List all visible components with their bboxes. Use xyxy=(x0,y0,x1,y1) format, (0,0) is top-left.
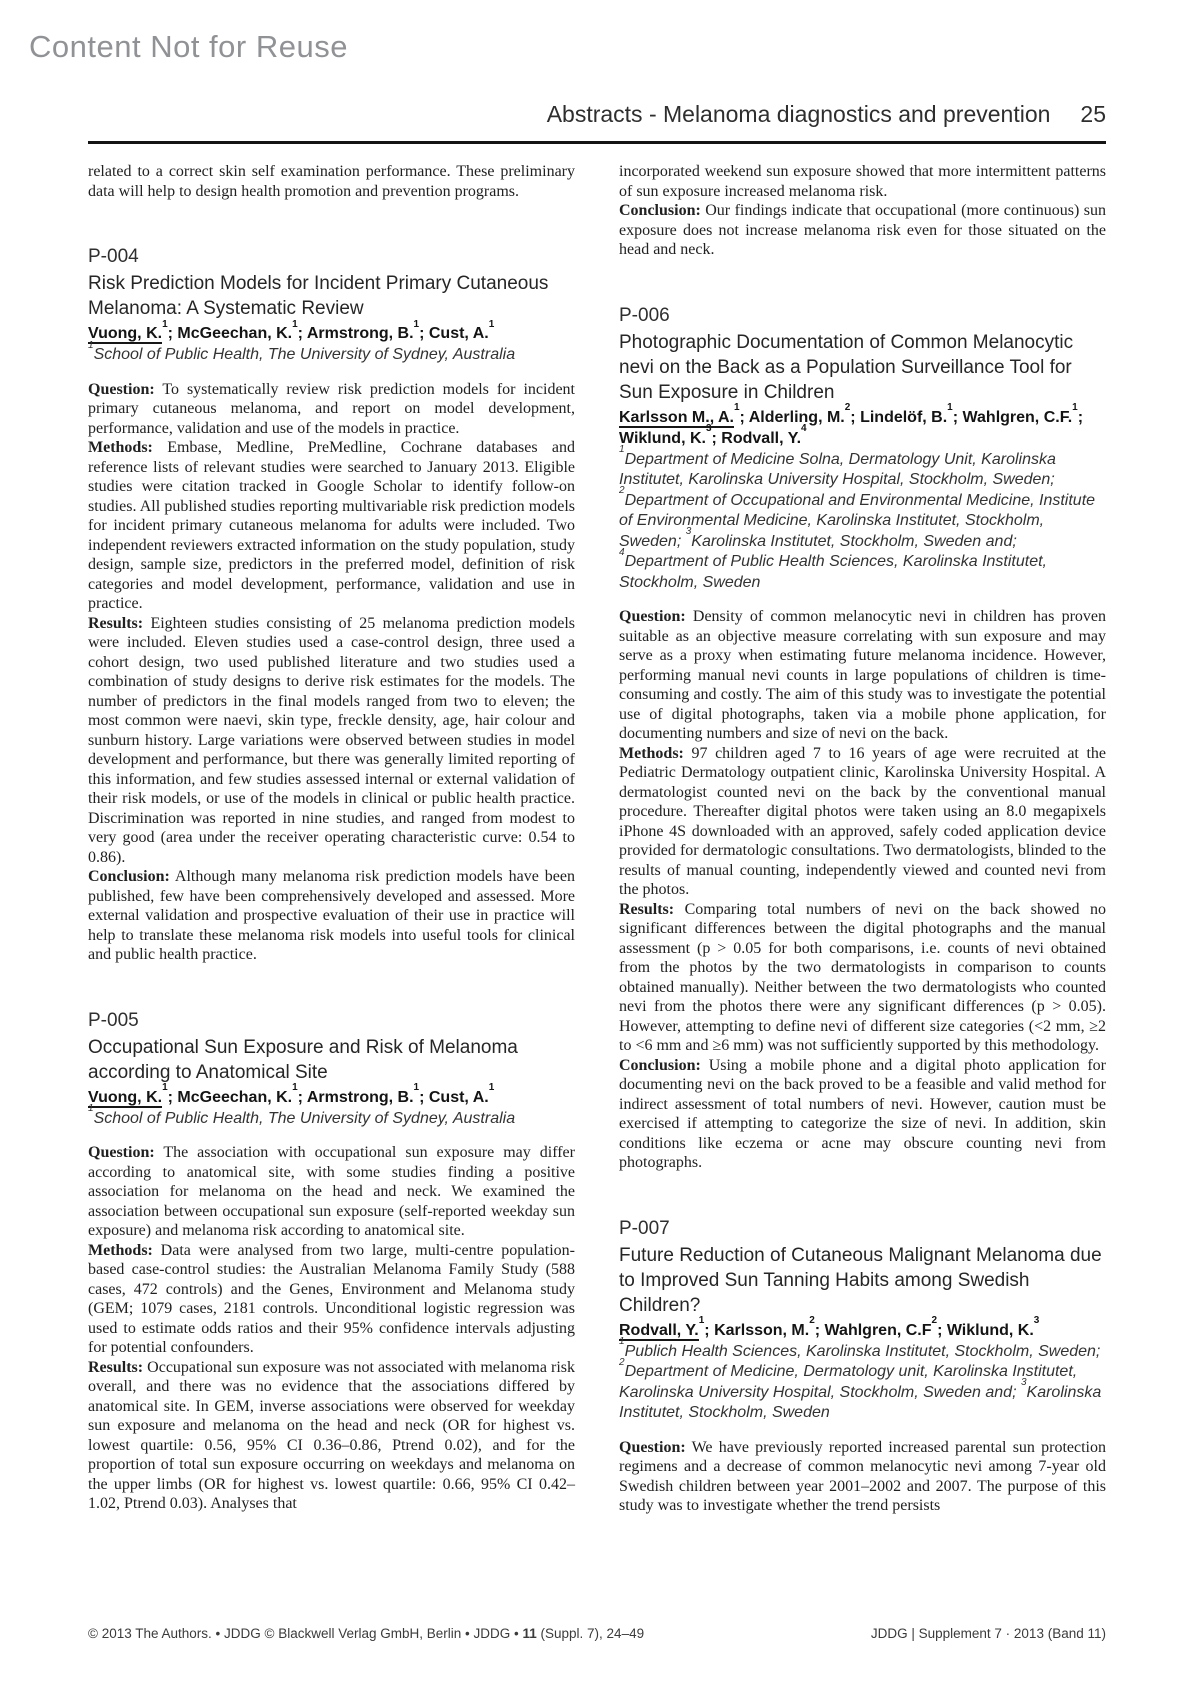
paragraph-label: Results: xyxy=(88,1358,144,1376)
superscript: 1 xyxy=(292,1082,298,1094)
abstract-title: Future Reduction of Cutaneous Malignant Melanoma due to Improved Sun Tanning Habits among Swedish Children? xyxy=(619,1244,1102,1316)
abstract-affiliation xyxy=(88,1103,575,1130)
paragraph: related to a correct skin self examination performance. These preliminary data will help to design health promotion and prevention programs. xyxy=(88,163,575,200)
superscript: 1 xyxy=(88,339,94,351)
abstract-affiliation xyxy=(619,444,1106,594)
superscript: 1 xyxy=(698,1315,705,1327)
text-run: Publich Health Sciences, Karolinska Institutet, Stockholm, Sweden; xyxy=(624,1342,1101,1360)
header-rule xyxy=(88,141,1106,144)
labeled-paragraph: Conclusion: Our findings indicate that occupational (more continuous) sun exposure does not increase melanoma risk even for those situated on the head and neck. xyxy=(619,202,1106,258)
text-run: School of Public Health, The University of Sydney, Australia xyxy=(93,1109,516,1127)
text-run: ; Wiklund, K. xyxy=(937,1321,1034,1339)
paragraph-label: Conclusion: xyxy=(619,202,701,219)
text-run: ; Karlsson, M. xyxy=(704,1321,810,1339)
labeled-paragraph: Question: To systematically review risk prediction models for incident primary cutaneous melanoma, and report on model development, performance, validation and use of the models in practice. xyxy=(88,380,576,437)
paragraph-label: Methods: xyxy=(88,439,153,456)
superscript: 1 xyxy=(88,1103,94,1115)
paragraph-label: Results: xyxy=(88,614,144,632)
text-run: ; Wahlgren, C.F xyxy=(814,1321,932,1339)
text-run: ; Armstrong, B. xyxy=(297,1088,414,1106)
text-run: Vuong, K. xyxy=(88,325,163,342)
superscript: 2 xyxy=(619,485,625,497)
superscript: 1 xyxy=(488,318,495,330)
superscript: 2 xyxy=(619,1356,625,1368)
text-run: Karlsson M., A. xyxy=(619,408,734,426)
abstract-id: P-005 xyxy=(88,1009,139,1031)
text-columns xyxy=(88,162,1106,1614)
paragraph-label: Methods: xyxy=(619,744,684,762)
text-run: ; Cust, A. xyxy=(419,325,489,342)
text-run: Department of Public Health Sciences, Karolinska Institutet, Stockholm, Sweden xyxy=(619,553,1047,591)
superscript: 4 xyxy=(801,423,807,435)
labeled-paragraph: Methods: Data were analysed from two large, multi-centre population-based case-control studies: the Australian Melanoma Family Study (588 cases, 472 controls) and the Genes, Environment and Melanoma study (GEM; 1079 cases, 2181 controls. Unconditional logistic regression was used to estimate odds ratios and their 95% confidence intervals adjusting for potential confounders. xyxy=(88,1241,575,1356)
running-head-title: Abstracts - Melanoma diagnostics and prevention xyxy=(546,101,1051,127)
text-run: Vuong, K. xyxy=(88,1088,163,1106)
superscript: 1 xyxy=(488,1082,495,1094)
text-run: ; Wiklund, K. xyxy=(619,408,1084,447)
superscript: 1 xyxy=(413,318,420,330)
text-run: 11 xyxy=(522,1626,537,1641)
column-continuation-text xyxy=(619,162,1106,260)
text-run: Department of Medicine Solna, Dermatology Unit, Karolinska Institutet, Karolinska University Hospital, Stockholm, Sweden; xyxy=(619,450,1056,488)
text-run: ; Wahlgren, C.F. xyxy=(952,408,1073,426)
labeled-paragraph: Question: The association with occupational sun exposure may differ according to anatomical site, with some studies finding a positive association for melanoma on the head and neck. We examined the association between occupational sun exposure (self-reported weekday sun exposure) and melanoma risk according to anatomical site. xyxy=(88,1144,575,1239)
labeled-paragraph: Results: Eighteen studies consisting of 25 melanoma prediction models were included. Eleven studies used a case-control design, three used a cohort design, two used published literature and two studies used a combination of study designs to derive risk estimates for the models. The number of predictors in the final models ranged from two to eleven; the most common were naevi, skin type, freckle density, age, hair colour and sunburn history. Large variations were observed between studies in model development and performance, but there was generally limited reporting of this information, and few studies assessed internal or external validation of their risk models, or use of the models in clinical or public health practice. Discrimination was reported in nine studies, and ranged from modest to very good (area under the receiver operating characteristic curve: 0.54 to 0.86). xyxy=(88,614,575,866)
superscript: 1 xyxy=(1072,402,1078,414)
superscript: 3 xyxy=(1033,1315,1040,1327)
abstract-title: Photographic Documentation of Common Melanocytic nevi on the Back as a Population Surveillance Tool for Sun Exposure in Children xyxy=(619,331,1074,403)
page-number: 25 xyxy=(1080,101,1106,127)
abstract-authors xyxy=(88,318,575,344)
abstract-P-007 xyxy=(619,1217,1106,1516)
text-run: ; McGeechan, K. xyxy=(167,325,293,342)
superscript: 1 xyxy=(733,402,740,414)
text-run: ; Alderling, M. xyxy=(739,408,845,426)
labeled-paragraph: Results: Comparing total numbers of nevi on the back showed no significant differences between the digital photographs and the manual assessment (p > 0.05 for both comparisons, i.e. counts of nevi obtained from the photos by the two dermatologists in comparison to counts obtained manually). Neither between the two dermatologists who counted nevi from the photos there were any significant differences (p > 0.05). However, attempting to define nevi of different size categories (<2 mm, ≥2 to <6 mm and ≥6 mm) was not sufficiently supported by this methodology. xyxy=(619,900,1106,1054)
text-run: Department of Occupational and Environmental Medicine, Institute of Environmental Medicine, Karolinska Institutet, Stockholm, Sweden; xyxy=(619,491,1096,550)
superscript: 2 xyxy=(844,402,851,414)
abstract-P-006 xyxy=(619,304,1106,1173)
paragraph-label: Methods: xyxy=(88,1241,153,1259)
abstract-id: P-006 xyxy=(619,304,670,326)
text-run: ; Armstrong, B. xyxy=(297,325,414,342)
footer-journal-ref: JDDG | Supplement 7 · 2013 (Band 11) xyxy=(870,1626,1106,1641)
right-column xyxy=(619,162,1106,1614)
text-run: School of Public Health, The University of Sydney, Australia xyxy=(93,346,516,363)
labeled-paragraph: Methods: 97 children aged 7 to 16 years of age were recruited at the Pediatric Dermatology outpatient clinic, Karolinska University Hospital. A dermatologist counted nevi on the back by the conventional manual procedure. Thereafter digital photos were taken using an 8.0 megapixels iPhone 4S downloaded with an approved, safely coded application device provided for dermatologic consultations. Two dermatologists, blinded to the results of manual counting, independently viewed and counted nevi from the photos. xyxy=(619,744,1106,898)
superscript: 2 xyxy=(931,1315,938,1327)
text-run: Karolinska Institutet, Stockholm, Sweden xyxy=(619,1383,1102,1421)
watermark-text: Content Not for Reuse xyxy=(29,29,348,64)
abstract-authors xyxy=(88,1082,575,1108)
text-run: Department of Medicine, Dermatology unit, Karolinska Institutet, Karolinska University Hospital, Stockholm, Sweden and; xyxy=(619,1363,1078,1401)
superscript: 3 xyxy=(1020,1377,1027,1389)
paragraph-label: Results: xyxy=(619,900,675,918)
paragraph-label: Question: xyxy=(88,1144,155,1161)
column-continuation-text xyxy=(88,162,575,201)
text-run: (Suppl. 7), 24–49 xyxy=(536,1626,645,1641)
labeled-paragraph: Question: Density of common melanocytic nevi in children has proven suitable as an objective measure correlating with sun exposure and may serve as a proxy when estimating future melanoma incidence. However, performing manual nevi counts in large populations of children is time-consuming and costly. The aim of this study was to investigate the potential use of digital photographs, taken via a mobile phone application, for documenting numbers and size of nevi on the back. xyxy=(619,608,1106,742)
superscript: 1 xyxy=(162,318,168,330)
paragraph-label: Question: xyxy=(619,608,686,625)
page-footer xyxy=(88,1626,1106,1641)
abstract-affiliation xyxy=(619,1336,1106,1424)
superscript: 3 xyxy=(705,423,712,435)
labeled-paragraph: Methods: Embase, Medline, PreMedline, Cochrane databases and reference lists of relevant studies were searched to January 2013. Eligible studies were citation tracked in Google Scholar to identify follow-on studies. All published studies reporting multivariable risk prediction models for incident primary cutaneous melanoma for adults were included. Two independent reviewers extracted information on the study population, study design, sample size, predictors in the preferred model, definition of risk categories and model development, performance, validation and use in practice. xyxy=(88,439,575,612)
running-head xyxy=(88,101,1106,128)
paragraph-label: Conclusion: xyxy=(619,1056,701,1074)
text-run: ; McGeechan, K. xyxy=(167,1088,293,1106)
left-column xyxy=(88,162,575,1614)
labeled-paragraph: Conclusion: Using a mobile phone and a digital photo application for documenting nevi on the back proved to be a feasible and valid method for indirect assessment of total numbers of nevi. However, caution must be exercised if attempting to categorize the size of nevi. In addition, skin conditions like eczema or acne may obscure counting nevi from photographs. xyxy=(619,1056,1106,1171)
text-run: © 2013 The Authors. • JDDG © Blackwell Verlag GmbH, Berlin • JDDG • xyxy=(88,1626,523,1641)
labeled-paragraph: Question: We have previously reported increased parental sun protection regimens and a decrease of common melanocytic nevi among 7-year old Swedish children between year 2001–2002 and 2007. The purpose of this study was to investigate whether the trend persists xyxy=(619,1438,1106,1514)
superscript: 1 xyxy=(292,318,298,330)
abstract-authors xyxy=(619,402,1106,449)
superscript: 1 xyxy=(162,1082,168,1094)
footer-imprint xyxy=(88,1626,644,1641)
abstract-id: P-004 xyxy=(88,246,139,267)
paragraph-label: Question: xyxy=(88,380,155,398)
abstract-affiliation xyxy=(88,339,575,366)
abstract-id: P-007 xyxy=(619,1217,670,1239)
paragraph-label: Question: xyxy=(619,1438,686,1456)
superscript: 2 xyxy=(809,1315,815,1327)
abstract-title: Risk Prediction Models for Incident Primary Cutaneous Melanoma: A Systematic Review xyxy=(88,273,549,319)
superscript: 1 xyxy=(413,1082,420,1094)
text-run: ; Cust, A. xyxy=(419,1088,489,1106)
superscript: 1 xyxy=(619,444,625,456)
superscript: 1 xyxy=(947,402,953,414)
paragraph-label: Conclusion: xyxy=(88,868,170,885)
text-run: ; Lindelöf, B. xyxy=(850,408,948,426)
paragraph: incorporated weekend sun exposure showed that more intermittent patterns of sun exposure increased melanoma risk. xyxy=(619,163,1106,200)
abstract-P-005 xyxy=(88,1009,575,1514)
abstract-P-004 xyxy=(88,245,575,965)
superscript: 3 xyxy=(685,526,692,538)
superscript: 1 xyxy=(619,1336,625,1348)
abstract-authors xyxy=(619,1315,1106,1341)
labeled-paragraph: Results: Occupational sun exposure was not associated with melanoma risk overall, and there was no evidence that the associations differed by anatomical site. In GEM, inverse associations were observed for weekday sun exposure and melanoma on the head and neck (OR for highest vs. lowest quartile: 0.56, 95% CI 0.36–0.86, Ptrend 0.02), and for the proportion of total sun exposure occurring on weekdays and melanoma on the upper limbs (OR for highest vs. lowest quartile: 0.66, 95% CI 0.42–1.02, Ptrend 0.03). Analyses that xyxy=(88,1358,576,1512)
text-run: Rodvall, Y. xyxy=(619,1321,699,1339)
labeled-paragraph: Conclusion: Although many melanoma risk prediction models have been published, few have been comprehensively developed and assessed. More external validation and prospective evaluation of their use in practice will help to translate these melanoma risk models into useful tools for clinical and public health practice. xyxy=(88,868,576,963)
text-run: Karolinska Institutet, Stockholm, Sweden and; xyxy=(691,532,1017,550)
abstract-title: Occupational Sun Exposure and Risk of Melanoma according to Anatomical Site xyxy=(88,1036,518,1083)
text-run: ; Rodvall, Y. xyxy=(711,429,802,447)
superscript: 4 xyxy=(619,546,625,558)
